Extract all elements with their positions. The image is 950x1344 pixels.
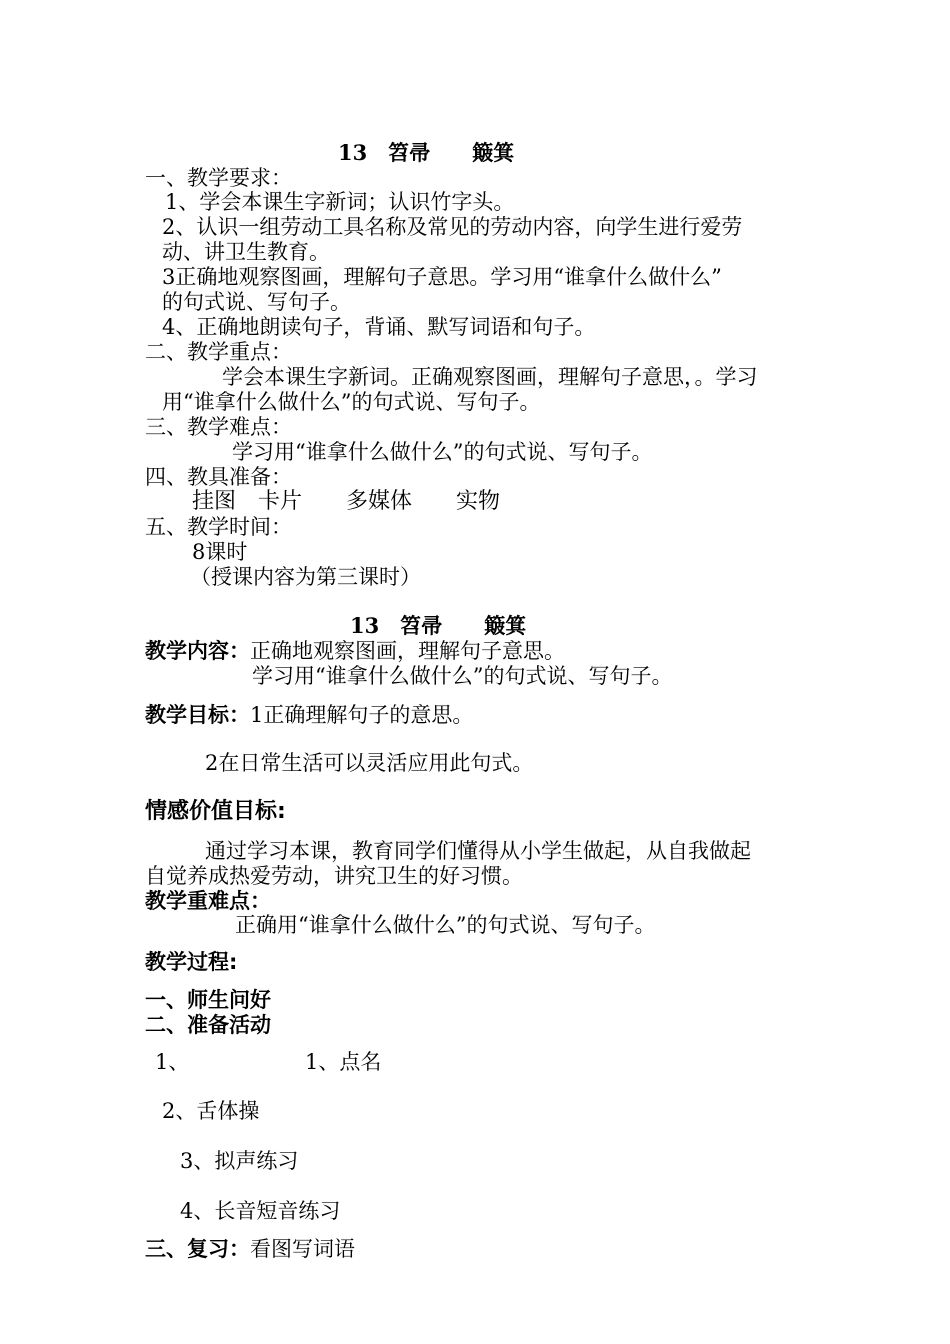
requirement-4: 4、正确地朗读句子，背诵、默写词语和句子。: [162, 315, 596, 339]
step-1: 一、师生问好: [145, 988, 271, 1012]
review-label: 三、复习：: [145, 1237, 250, 1261]
activity-number: 1、: [155, 1050, 190, 1074]
requirement-2-line-1: 2、认识一组劳动工具名称及常见的劳动内容，向学生进行爱劳: [162, 215, 743, 239]
difficulty-heading: 三、教学难点：: [145, 415, 292, 439]
activity-1: 1、点名: [305, 1050, 382, 1074]
tools-heading: 四、教具准备：: [145, 465, 292, 489]
requirement-2-line-2: 动、讲卫生教育。: [162, 240, 330, 264]
emotion-heading: 情感价值目标:: [145, 799, 286, 824]
emotion-line-1: 通过学习本课，教育同学们懂得从小学生做起，从自我做起: [205, 839, 751, 863]
content-line-1: 正确地观察图画，理解句子意思。: [250, 639, 565, 663]
review-row: [145, 1237, 355, 1261]
time-text: 8课时: [192, 540, 248, 564]
key-difficulty-heading: 教学重难点：: [145, 889, 271, 913]
tools-list: 挂图 卡片 多媒体 实物: [192, 489, 501, 514]
key-points-heading: 二、教学重点：: [145, 340, 292, 364]
requirement-3-line-2: 的句式说、写句子。: [162, 290, 351, 314]
goal-label: 教学目标：: [145, 703, 250, 727]
time-heading: 五、教学时间：: [145, 515, 292, 539]
time-note: （授课内容为第三课时）: [190, 565, 421, 589]
emotion-line-2: 自觉养成热爱劳动，讲究卫生的好习惯。: [145, 864, 523, 888]
activity-4: 4、长音短音练习: [180, 1199, 341, 1223]
requirements-heading: 一、教学要求：: [145, 166, 292, 190]
requirement-3-line-1: 3正确地观察图画，理解句子意思。学习用“谁拿什么做什么”: [162, 265, 722, 289]
review-text: 看图写词语: [250, 1237, 355, 1261]
activity-2: 2、舌体操: [162, 1099, 260, 1123]
key-difficulty-text: 正确用“谁拿什么做什么”的句式说、写句子。: [235, 913, 656, 937]
difficulty-text: 学习用“谁拿什么做什么”的句式说、写句子。: [232, 440, 653, 464]
process-heading: 教学过程:: [145, 950, 238, 974]
key-points-line-2: 用“谁拿什么做什么”的句式说、写句子。: [162, 390, 541, 414]
goal-row: [145, 703, 473, 727]
content-row: [145, 639, 565, 663]
content-line-2: 学习用“谁拿什么做什么”的句式说、写句子。: [252, 664, 673, 688]
requirement-1: 1、学会本课生字新词；认识竹字头。: [165, 190, 515, 214]
lesson-title-2: 13 笤帚 簸箕: [350, 613, 527, 638]
goal-1: 1正确理解句子的意思。: [250, 703, 474, 727]
goal-2: 2在日常生活可以灵活应用此句式。: [205, 751, 534, 775]
content-label: 教学内容：: [145, 639, 250, 663]
lesson-title: 13 笤帚 簸箕: [338, 140, 515, 165]
key-points-line-1: 学会本课生字新词。正确观察图画，理解句子意思，。学习: [222, 365, 758, 389]
step-2: 二、准备活动: [145, 1013, 271, 1037]
activity-3: 3、拟声练习: [180, 1149, 299, 1173]
